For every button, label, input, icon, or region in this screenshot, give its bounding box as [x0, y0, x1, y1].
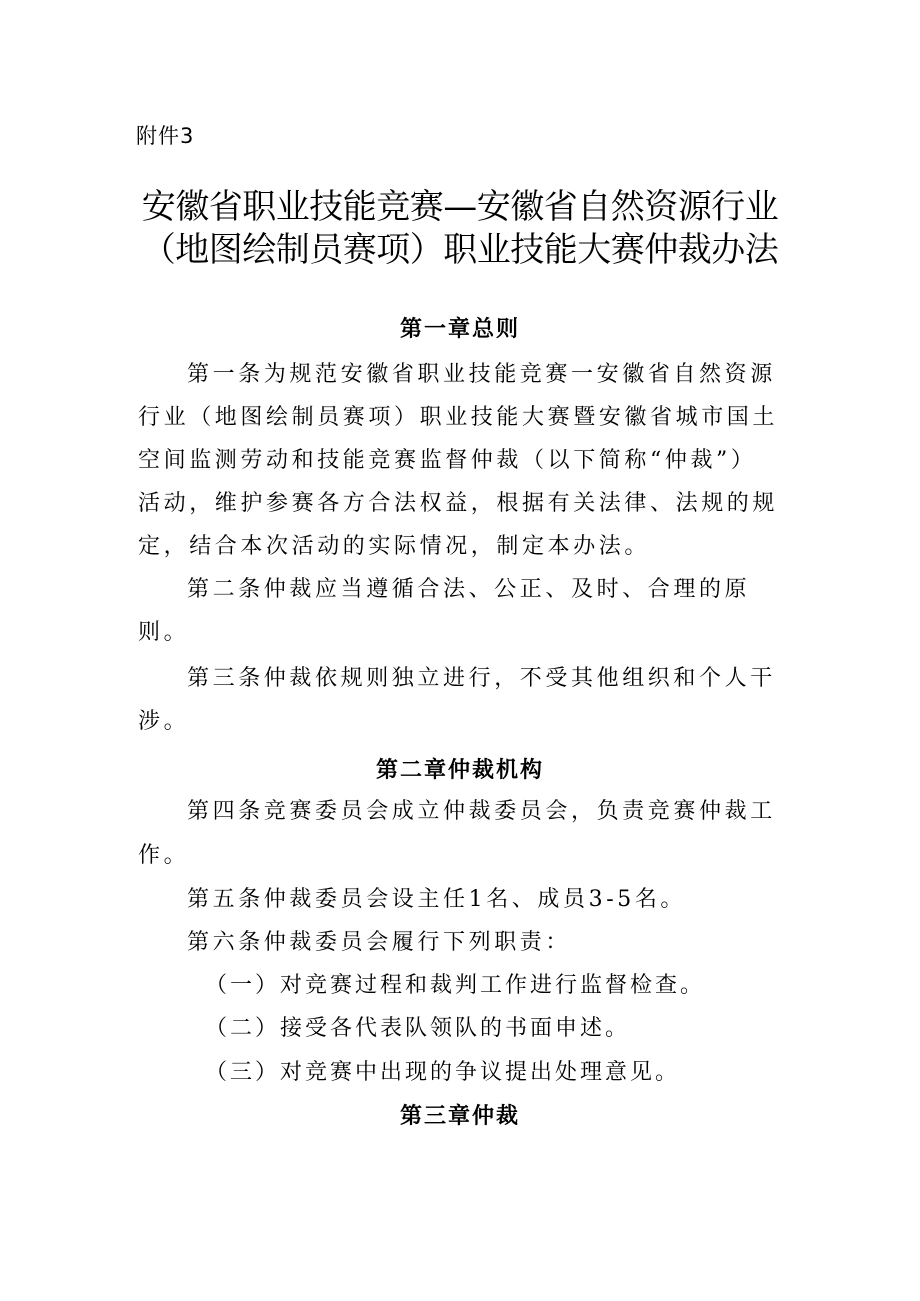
article-1-line: 行业（地图绘制员赛项）职业技能大赛暨安徽省城市国土: [138, 405, 779, 430]
article-4-line: 作。: [138, 843, 190, 868]
article-1-line: 第一条为规范安徽省职业技能竞赛一安徽省自然资源: [187, 362, 776, 387]
document-title-line-2: （地图绘制员赛项）职业技能大赛仲裁办法: [141, 230, 779, 270]
attachment-label: 附件3: [136, 124, 195, 148]
article-1-line: 活动，维护参赛各方合法权益，根据有关法律、法规的规: [138, 491, 779, 516]
article-1-line: 空间监测劳动和技能竞赛监督仲裁（以下简称“仲裁”）: [138, 448, 757, 473]
article-2-line: 第二条仲裁应当遵循合法、公正、及时、合理的原: [187, 577, 751, 602]
document-title-line-1: 安徽省职业技能竞赛—安徽省自然资源行业: [141, 187, 779, 227]
chapter-2-heading: 第二章仲裁机构: [375, 757, 544, 783]
article-1-line: 定，结合本次活动的实际情况，制定本办法。: [138, 534, 651, 559]
article-3-line: 涉。: [138, 709, 190, 734]
chapter-3-heading: 第三章仲裁: [399, 1103, 520, 1129]
article-5-line: 第五条仲裁委员会设主任1名、成员3-5名。: [187, 887, 687, 912]
duty-item: （二）接受各代表队领队的书面申述。: [205, 1016, 631, 1041]
duty-item: （一）对竞赛过程和裁判工作进行监督检查。: [205, 973, 706, 998]
article-4-line: 第四条竞赛委员会成立仲裁委员会，负责竞赛仲裁工: [187, 799, 776, 824]
article-6-line: 第六条仲裁委员会履行下列职责：: [187, 930, 572, 955]
article-2-line: 则。: [138, 620, 190, 645]
article-3-line: 第三条仲裁依规则独立进行，不受其他组织和个人干: [187, 666, 776, 691]
chapter-1-heading: 第一章总则: [399, 316, 520, 342]
duty-item: （三）对竞赛中出现的争议提出处理意见。: [205, 1060, 681, 1085]
